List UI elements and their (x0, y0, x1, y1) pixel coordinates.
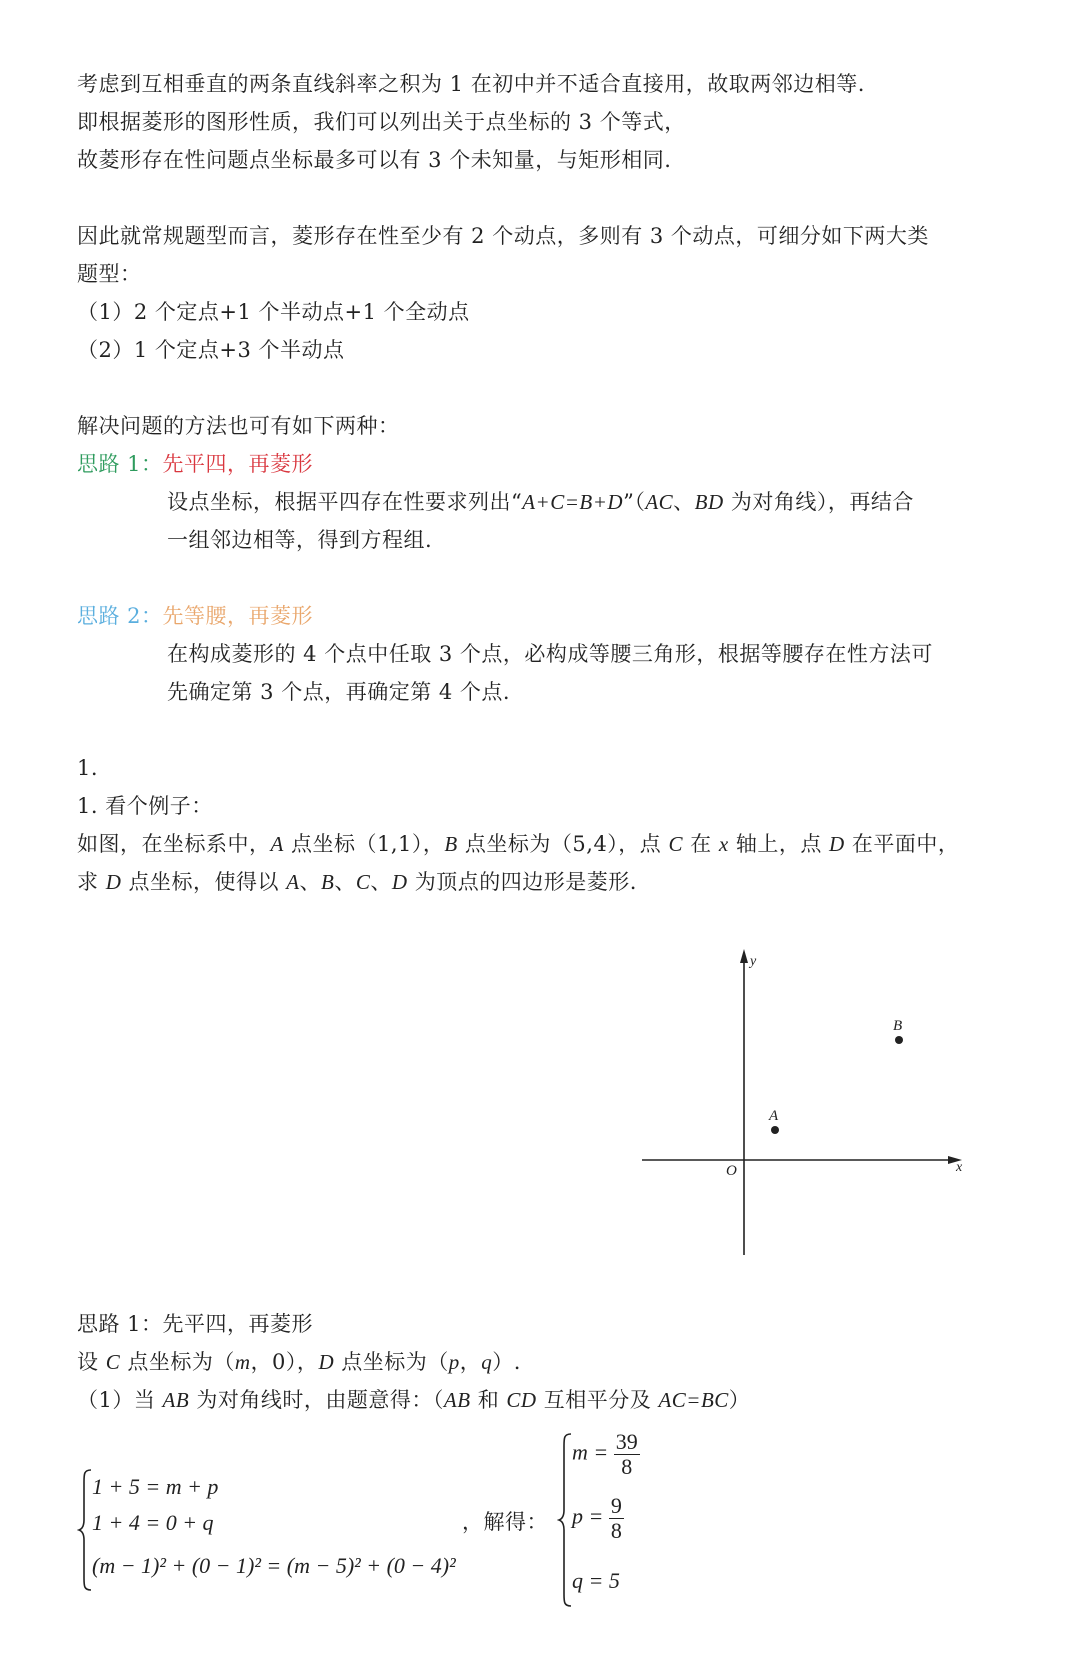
var-ab: AB (443, 1388, 471, 1412)
text: ） (728, 1388, 751, 1412)
method-2-label: 思路 2： (77, 604, 163, 628)
equation-2: 1 + 4 = 0 + q (92, 1510, 214, 1535)
text: p = (572, 1503, 604, 1529)
text: 、 (334, 870, 356, 894)
text: 为对角线），再结合 (723, 490, 914, 514)
text: 点坐标，使得以 (121, 870, 287, 894)
coordinate-figure (630, 945, 970, 1270)
text: 、 (299, 870, 322, 894)
var-c: C (355, 870, 371, 894)
left-brace (77, 1468, 93, 1592)
point-b (895, 1036, 903, 1044)
text: 点坐标为（ (120, 1350, 235, 1374)
text: 如图，在坐标系中， (77, 832, 271, 856)
var-ab: AB (162, 1388, 190, 1412)
var-m: m (234, 1350, 251, 1374)
var-d: D (318, 1350, 335, 1374)
numerator: 9 (610, 1493, 622, 1518)
types-item-2: （2）1 个定点+3 个半动点 (77, 338, 345, 362)
text: 互相平分及 (536, 1388, 659, 1412)
text: ”（ (623, 490, 646, 514)
solution-setup (77, 1348, 521, 1376)
intro-line-2: 即根据菱形的图形性质，我们可以列出关于点坐标的 3 个等式， (77, 110, 686, 134)
text: m = (572, 1439, 609, 1465)
denominator: 8 (610, 1518, 622, 1543)
method-2-heading (77, 602, 313, 630)
right-brace (557, 1432, 573, 1608)
text: 、 (370, 870, 392, 894)
text: 设点坐标，根据平四存在性要求列出“ (167, 490, 523, 514)
text: 点坐标为（ (334, 1350, 449, 1374)
text: ）. (492, 1350, 521, 1374)
intro-line-3: 故菱形存在性问题点坐标最多可以有 3 个未知量，与矩形相同. (77, 148, 672, 172)
method-1-desc-2: 一组邻边相等，得到方程组. (167, 528, 433, 552)
method-1-title: 先平四，再菱形 (162, 452, 314, 476)
var-c: C (105, 1350, 121, 1374)
var-q: q (481, 1350, 493, 1374)
x-axis-label: x (956, 1160, 963, 1175)
var-p: p (448, 1350, 460, 1374)
var-a: A (270, 832, 284, 856)
example-heading: 1. 看个例子： (77, 794, 213, 818)
var-x: x (718, 832, 729, 856)
example-problem-2 (77, 868, 637, 896)
fraction-m (614, 1430, 640, 1479)
var-ac-eq-bc: AC=BC (658, 1388, 729, 1412)
solution-p (572, 1494, 624, 1543)
methods-intro: 解决问题的方法也可有如下两种： (77, 414, 400, 438)
method-2-title: 先等腰，再菱形 (162, 604, 314, 628)
example-problem-1 (77, 830, 959, 858)
text: 点坐标（1,1）， (283, 832, 445, 856)
types-item-1: （1）2 个定点+1 个半动点+1 个全动点 (77, 300, 470, 324)
var-cd: CD (506, 1388, 537, 1412)
method-1-heading (77, 450, 313, 478)
formula: A+C=B+D (522, 490, 624, 514)
method-2-desc-1: 在构成菱形的 4 个点中任取 3 个点，必构成等腰三角形，根据等腰存在性方法可 (167, 642, 933, 666)
solution-m (572, 1430, 640, 1479)
types-line-2: 题型： (77, 262, 142, 286)
text: 设 (77, 1350, 106, 1374)
fraction-p (609, 1494, 624, 1543)
text: 为对角线时，由题意得：（ (189, 1388, 444, 1412)
equation-1: 1 + 5 = m + p (92, 1474, 219, 1499)
numerator: 39 (615, 1429, 638, 1454)
y-axis-label: y (750, 954, 757, 969)
text: （1）当 (77, 1388, 163, 1412)
text: 和 (470, 1388, 507, 1412)
equation-3: (m − 1)² + (0 − 1)² = (m − 5)² + (0 − 4)² (92, 1553, 456, 1578)
var-c: C (668, 832, 683, 856)
text: 为顶点的四边形是菱形. (407, 870, 637, 894)
var-b: B (444, 832, 458, 856)
text: ，0）， (250, 1350, 319, 1374)
solution-case-1 (77, 1386, 750, 1414)
intro-line-1: 考虑到互相垂直的两条直线斜率之积为 1 在初中并不适合直接用，故取两邻边相等. (77, 72, 865, 96)
text: ， (459, 1350, 482, 1374)
text: 轴上，点 (728, 832, 830, 856)
text: 在 (683, 832, 719, 856)
points-layer (768, 1018, 903, 1134)
method-1-desc-1 (167, 488, 914, 516)
method-1-label: 思路 1： (77, 452, 163, 476)
solve-label: ，解得： (462, 1510, 548, 1534)
solution-q: q = 5 (572, 1568, 620, 1593)
text: 求 (77, 870, 106, 894)
y-axis-arrow (740, 949, 748, 963)
text: 在平面中， (844, 832, 960, 856)
point-a (771, 1126, 779, 1134)
text: 点坐标为（5,4），点 (457, 832, 669, 856)
point-label-a: A (769, 1108, 779, 1124)
var-d: D (391, 870, 408, 894)
denominator: 8 (621, 1454, 633, 1479)
var-d: D (829, 832, 845, 856)
var-d: D (105, 870, 122, 894)
method-2-desc-2: 先确定第 3 个点，再确定第 4 个点. (167, 680, 511, 704)
example-number: 1. (77, 756, 99, 780)
var-ac: AC (645, 490, 674, 514)
types-line-1: 因此就常规题型而言，菱形存在性至少有 2 个动点，多则有 3 个动点，可细分如下两大类 (77, 224, 929, 248)
var-b: B (321, 870, 335, 894)
text: 、 (673, 490, 695, 514)
var-a: A (286, 870, 300, 894)
point-label-b: B (893, 1018, 903, 1034)
solution-title: 思路 1：先平四，再菱形 (77, 1312, 314, 1336)
var-bd: BD (694, 490, 724, 514)
origin-label: O (726, 1163, 737, 1179)
